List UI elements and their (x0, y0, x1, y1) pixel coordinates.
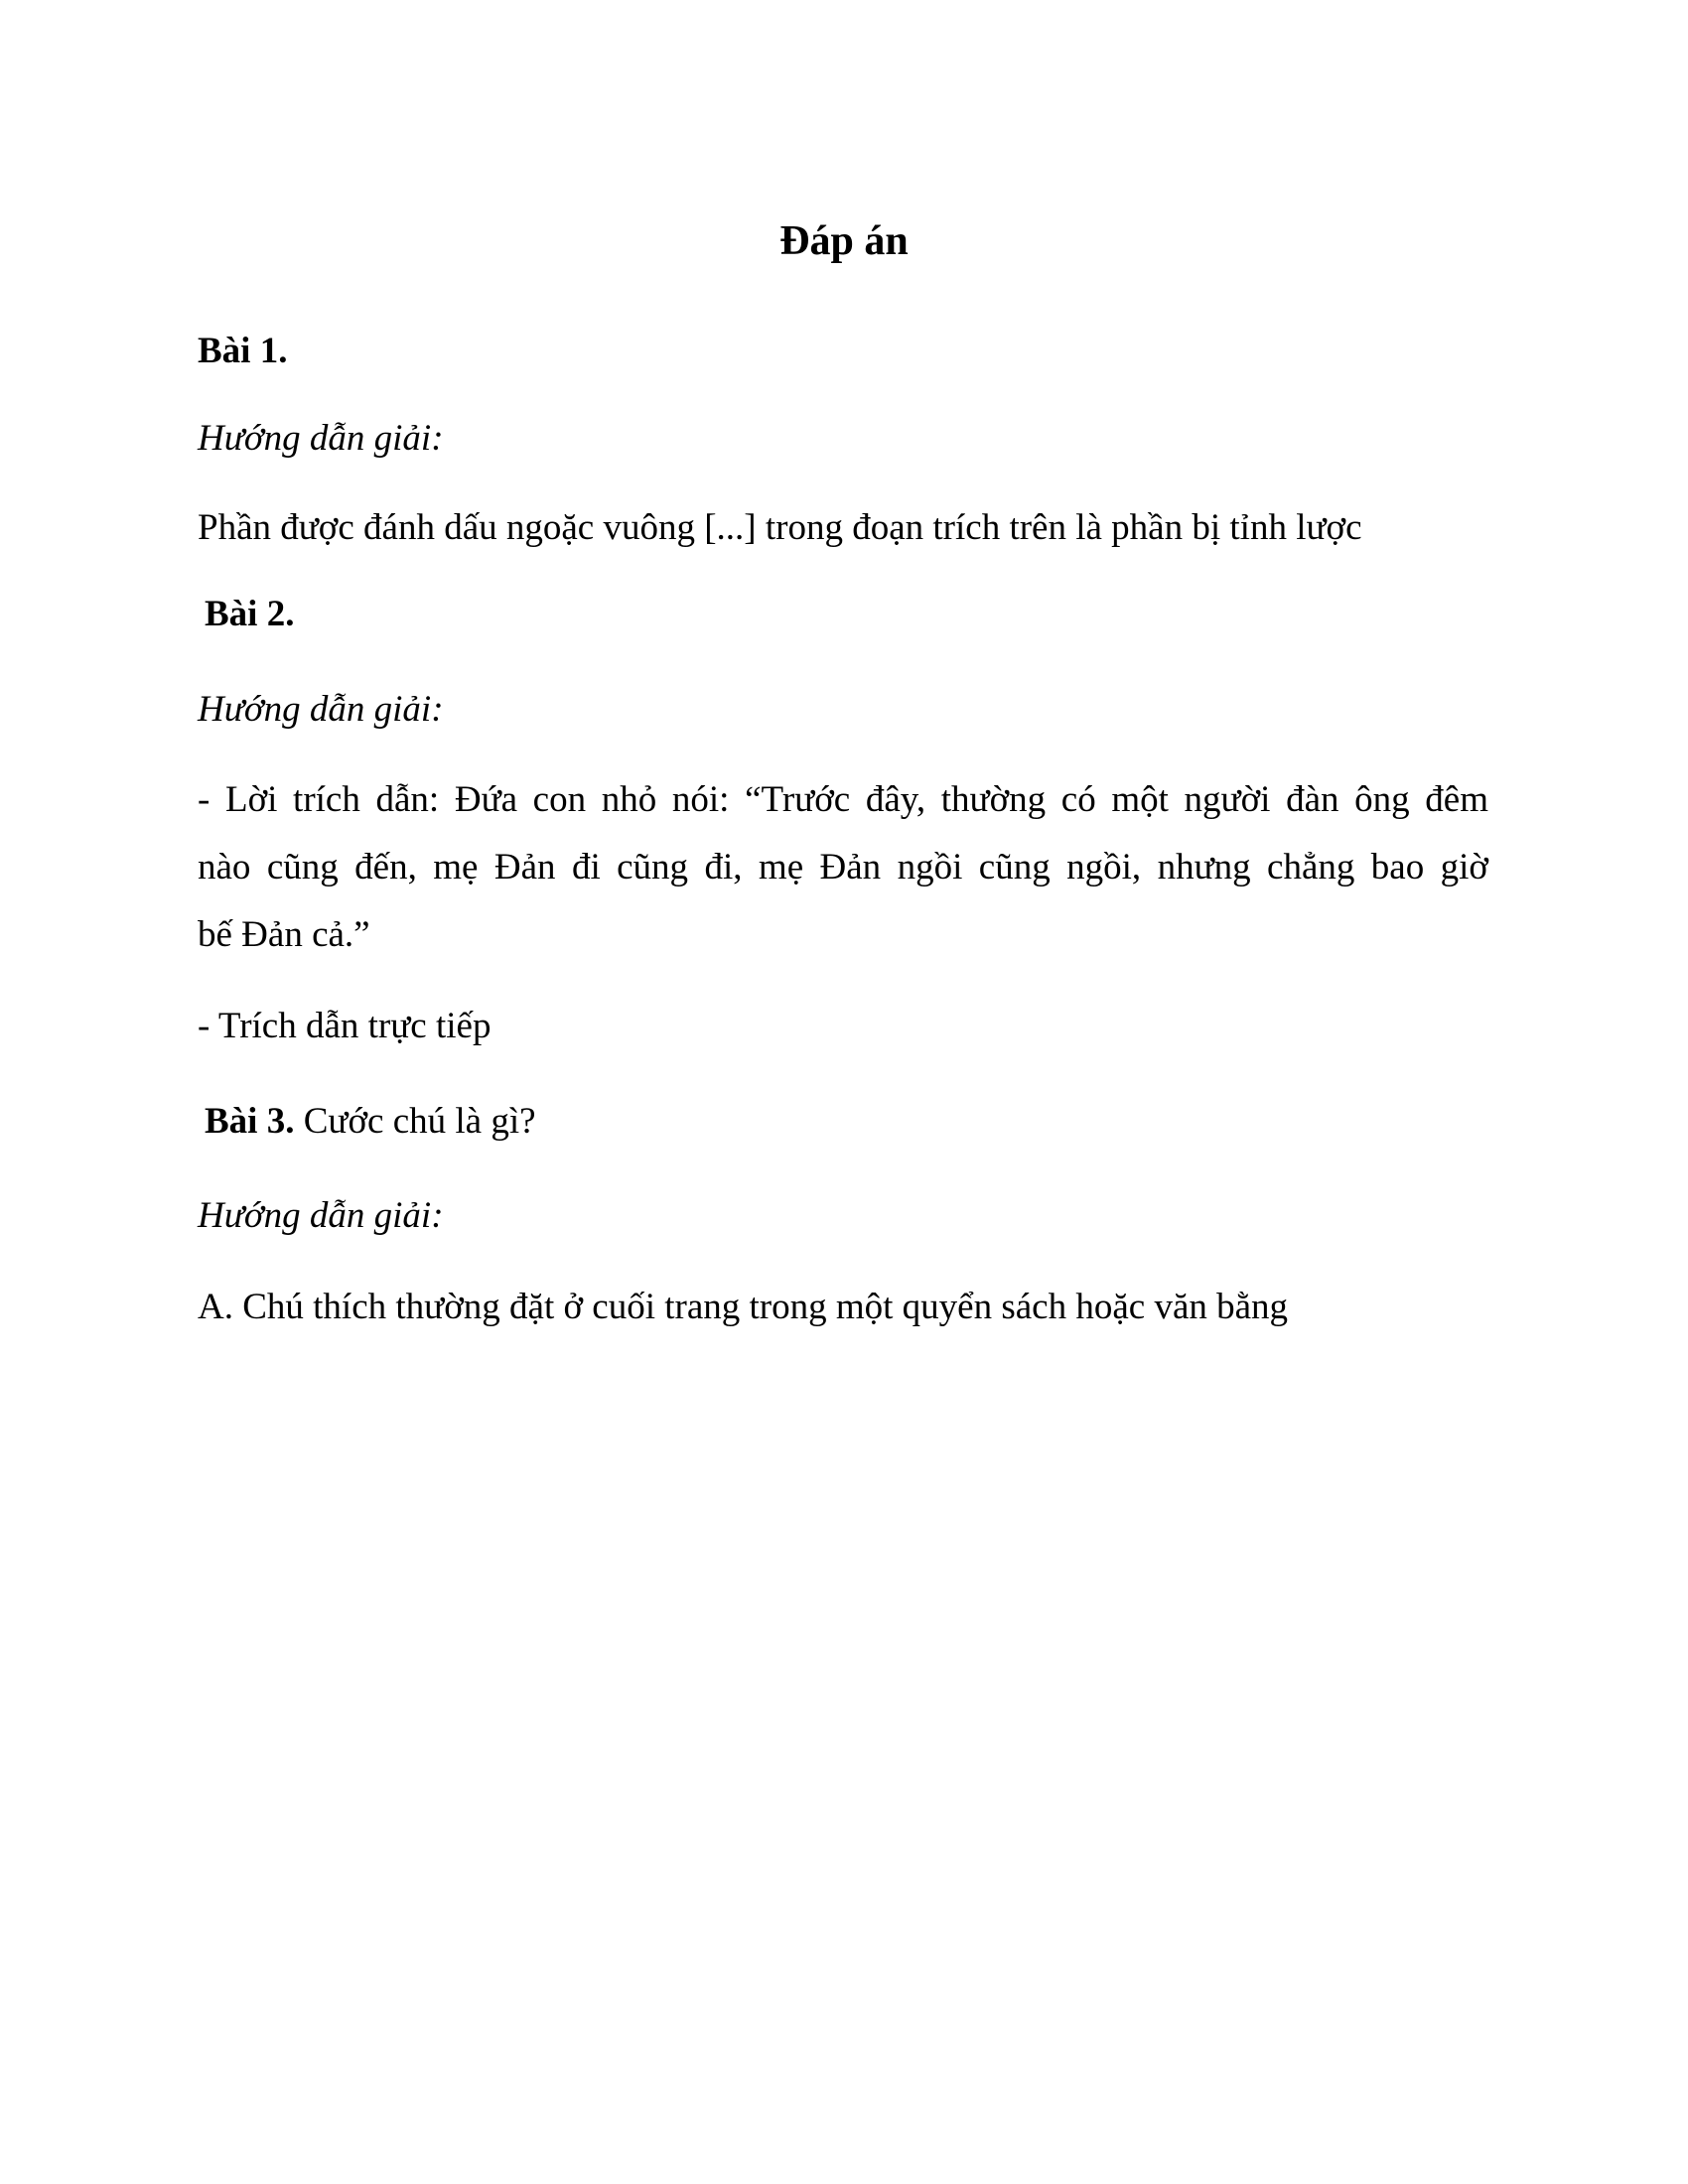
section-3-question: Cước chú là gì? (294, 1101, 536, 1142)
section-3-heading: Bài 3. (205, 1101, 295, 1142)
section-1-answer: Phần được đánh dấu ngoặc vuông [...] trong đoạn trích trên là phần bị tỉnh lược (198, 507, 1362, 548)
section-2-answer-2: - Trích dẫn trực tiếp (198, 1006, 492, 1046)
section-1-heading: Bài 1. (198, 331, 288, 371)
section-3-heading-line (205, 1100, 536, 1144)
page-title: Đáp án (779, 218, 909, 264)
section-1-guide: Hướng dẫn giải: (198, 418, 444, 459)
section-2-guide: Hướng dẫn giải: (198, 689, 444, 730)
section-3-answer: A. Chú thích thường đặt ở cuối trang trong một quyển sách hoặc văn bằng (198, 1287, 1289, 1327)
section-2-heading: Bài 2. (205, 594, 295, 634)
section-3-guide: Hướng dẫn giải: (198, 1195, 444, 1236)
section-2-answer-line-1: - Lời trích dẫn: Đứa con nhỏ nói: “Trước đây, thường có một người đàn ông đêm (198, 779, 1488, 820)
section-2-answer-line-3: bế Đản cả.” (198, 914, 370, 955)
section-2-answer-line-2: nào cũng đến, mẹ Đản đi cũng đi, mẹ Đản ngồi cũng ngồi, nhưng chẳng bao giờ (198, 847, 1488, 887)
